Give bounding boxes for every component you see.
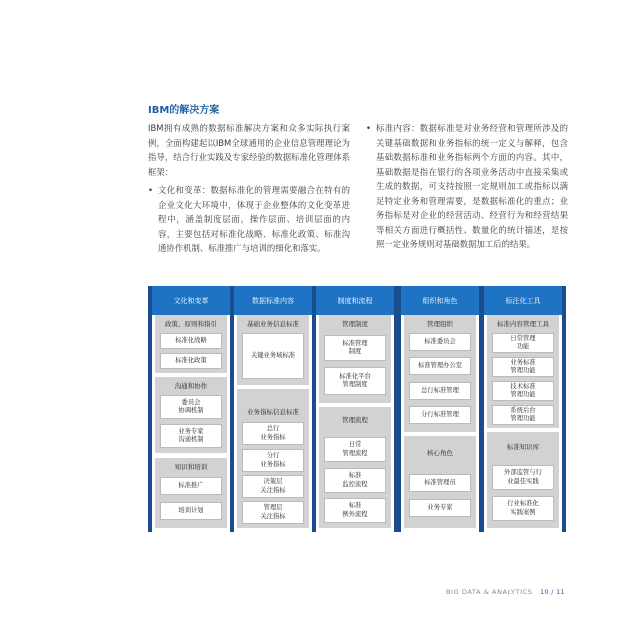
group-basic-standard	[237, 315, 309, 385]
left-text-column	[148, 121, 350, 256]
box-decision-indicator: 决策层 关注指标	[242, 475, 304, 498]
column-header: 制度和流程	[316, 286, 394, 315]
column-body	[152, 315, 230, 532]
box-promotion: 标准推广	[160, 477, 222, 495]
box-key-domain: 关键业务域标准	[242, 333, 304, 379]
box-daily-process: 日常 管理流程	[324, 437, 386, 462]
column-body	[401, 315, 479, 532]
box-exception-process: 标准 例外流程	[324, 498, 386, 523]
right-text-column	[366, 121, 568, 252]
group-title: 管理流程	[342, 416, 368, 424]
group-knowledge-base	[487, 432, 559, 528]
group-title: 核心角色	[427, 449, 453, 457]
column-header: 数据标准内容	[234, 286, 312, 315]
box-business-function: 业务标准 管理功能	[492, 357, 554, 377]
box-policy: 标准化政策	[160, 353, 222, 369]
box-standard-admin: 标准管理员	[409, 474, 471, 492]
column-header: 文化和变革	[152, 286, 230, 315]
group-communication	[155, 377, 227, 453]
group-title: 沟通和协作	[174, 382, 208, 390]
box-best-practice: 外部监管与行 业最佳实践	[492, 465, 554, 490]
column-body	[316, 315, 394, 532]
diagram-column-tools	[484, 286, 562, 532]
box-management-indicator: 管理层 关注指标	[242, 501, 304, 524]
group-core-roles	[404, 436, 476, 528]
group-content-tools	[487, 315, 559, 428]
group-title: 政策、原则和指引	[165, 320, 217, 328]
section-heading: IBM的解决方案	[148, 105, 220, 116]
diagram-column-organization	[401, 286, 479, 532]
content-bullet: • 标准内容：数据标准是对业务经营和管理所涉及的关键基础数据和业务指标的统一定义与解释，包含基础数据标准和业务指标两个方面的内容。其中，基础数据是指在银行的各项业务活动中直接采集或生成的数据，可支持按照一定规则加工或指标以满足特定业务和管理需要，是数据标准化的重点；业务指标是对企业的经营活动、经营行为和经营结果等相关方面进行概括性、数量化的统计描述，是按照一定业务规则对基础数据加工后的结果。	[366, 121, 568, 252]
group-title: 标准内容管理工具	[497, 320, 549, 328]
box-case-studies: 行业标准化 实践案例	[492, 496, 554, 521]
box-platform-system: 标准化平台 管理制度	[324, 367, 386, 395]
group-organization	[404, 315, 476, 432]
box-standard-office: 标准管理办公室	[409, 357, 471, 375]
group-policy	[155, 315, 227, 373]
footer-label: BIG DATA & ANALYTICS	[446, 588, 533, 596]
box-backend-function: 系统后台 管理功能	[492, 405, 554, 425]
group-title: 标准知识库	[506, 443, 540, 451]
box-standard-system: 标准管理 制度	[324, 335, 386, 361]
box-strategy: 标准化战略	[160, 333, 222, 349]
box-committee: 委员会 协调机制	[160, 395, 222, 419]
diagram-column-process	[316, 286, 394, 532]
column-body	[484, 315, 562, 532]
column-header: 组织和角色	[401, 286, 479, 315]
box-committee-org: 标准委员会	[409, 333, 471, 351]
group-title: 知识和培训	[174, 463, 208, 471]
box-head-office-indicator: 总行 业务指标	[242, 422, 304, 445]
diagram-column-culture	[152, 286, 230, 532]
column-header: 标注化工具	[484, 286, 562, 315]
group-title: 基础业务信息标准	[247, 320, 299, 328]
box-training-plan: 培训计划	[160, 502, 222, 520]
box-branch-indicator: 分行 业务指标	[242, 449, 304, 472]
group-title: 管理组织	[427, 320, 453, 328]
box-head-office-mgmt: 总行标准管理	[409, 382, 471, 400]
column-body	[234, 315, 312, 532]
box-daily-function: 日常管理 功能	[492, 333, 554, 353]
framework-diagram	[148, 286, 566, 532]
group-management-process	[319, 407, 391, 528]
box-business-expert: 业务专家	[409, 499, 471, 517]
intro-paragraph: IBM拥有成熟的数据标准解决方案和众多实际执行案例，全面构建起以IBM全球通用的企业信息管理理论为指导，结合行业实践及专家经验的数据标准化管理体系框架：	[148, 123, 350, 177]
page-number: 10 / 11	[540, 588, 565, 596]
group-title: 管理制度	[342, 320, 368, 328]
box-expert-communication: 业务专家 沟通机制	[160, 424, 222, 448]
box-monitor-process: 标准 监控流程	[324, 468, 386, 493]
group-title: 业务指标信息标准	[247, 408, 299, 416]
box-branch-mgmt: 分行标准管理	[409, 406, 471, 424]
group-management-system	[319, 315, 391, 403]
group-indicator-standard	[237, 389, 309, 528]
group-training	[155, 458, 227, 528]
diagram-column-content	[234, 286, 312, 532]
box-technical-function: 技术标准 管理功能	[492, 381, 554, 401]
culture-bullet: • 文化和变革：数据标准化的管理需要融合在特有的企业文化大环境中，体现于企业整体的文化变革进程中，涵盖制度层面，操作层面、培训层面的内容，主要包括对标准化战略、标准化政策、标准沟通协作机制、标准推广与培训的细化和落实。	[148, 183, 350, 256]
